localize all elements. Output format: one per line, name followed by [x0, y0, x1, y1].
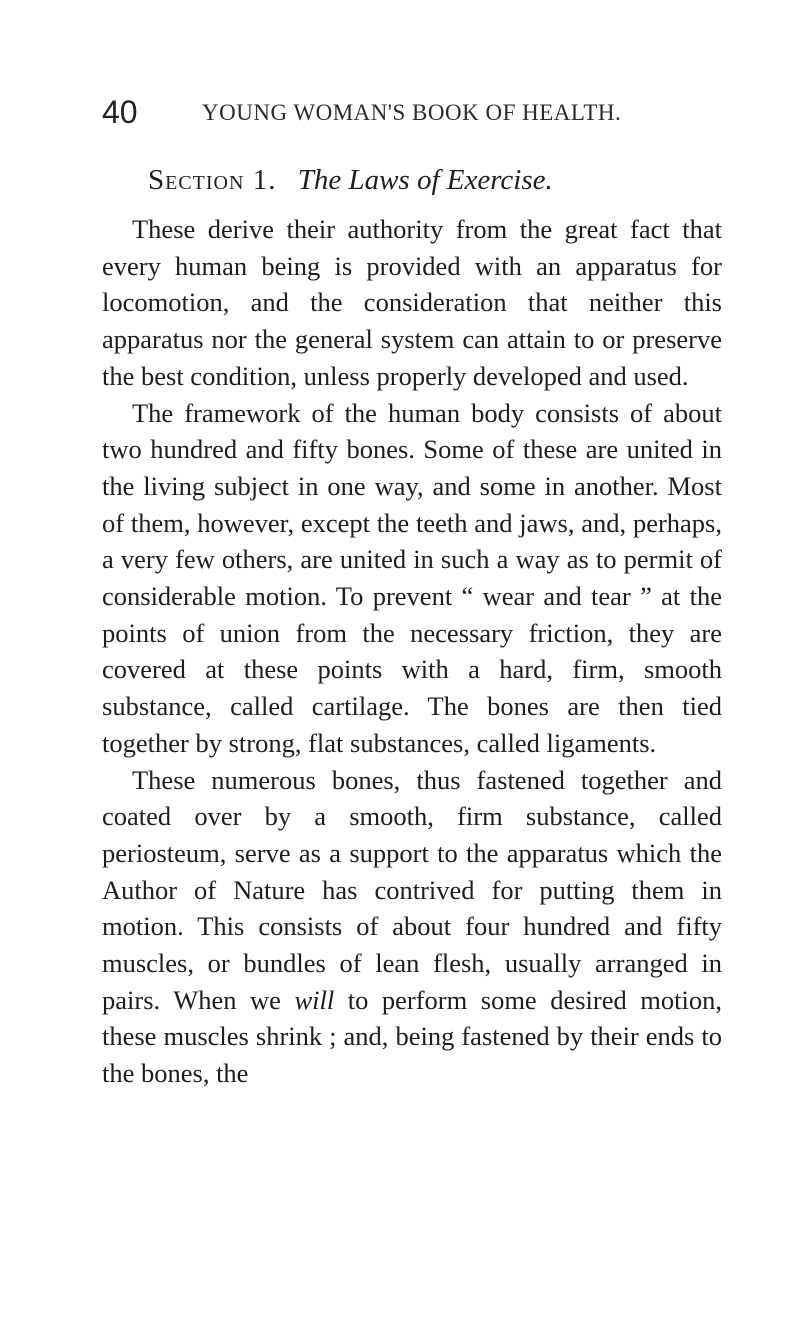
paragraph-1: These derive their authority from the great fact that every human being is provided with an apparatus for locomotion, and the consideration that neither this apparatus nor the general system can attain to or preserve the best condition, unless properly developed and used. [102, 214, 722, 391]
emphasis-will: will [294, 984, 335, 1015]
section-title: The Laws of Exercise. [297, 164, 553, 196]
paragraph-3-text-before: These numerous bones, thus fastened together and coated over by a smooth, firm substance, called periosteum, serve as a support to the apparatus which the Author of Nature has contrived for putting them in motion. This consists of about four hundred and fifty muscles, or bundles of lean flesh, usually arranged in pairs. When we [102, 764, 722, 1015]
running-title: YOUNG WOMAN'S BOOK OF HEALTH. [202, 100, 622, 125]
running-head [102, 92, 742, 132]
section-label: Section 1. [148, 164, 277, 196]
body-text [102, 211, 722, 1092]
page-number: 40 [102, 94, 138, 130]
section-heading [148, 160, 553, 200]
paragraph-2: The framework of the human body consists of about two hundred and fifty bones. Some of these are united in the living subject in one way, and some in another. Most of them, however, except the teeth and jaws, and, perhaps, a very few others, are united in such a way as to permit of considerable motion. To prevent “ wear and tear ” at the points of union from the necessary friction, they are covered at these points with a hard, firm, smooth substance, called cartilage. The bones are then tied together by strong, flat substances, called ligaments. [102, 397, 722, 758]
paragraph-3-text-after: to perform some desired motion, these muscles shrink ; and, being fastened by their ends to the bones, the [102, 984, 722, 1089]
paragraph-3 [102, 762, 722, 1092]
